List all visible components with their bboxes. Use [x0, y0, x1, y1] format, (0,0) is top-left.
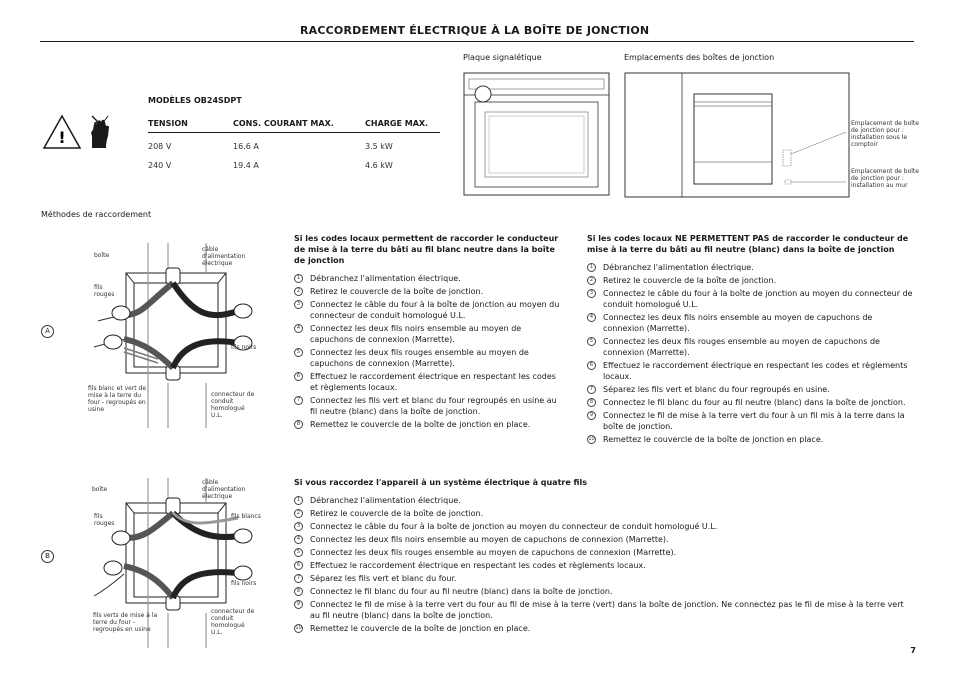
step-item	[294, 560, 914, 571]
spec-header-row	[148, 115, 440, 133]
section-four-wire-steps	[294, 495, 914, 634]
step-text: Connectez les fils vert et blanc du four regroupés en usine au fil neutre (blanc) dans la boîte de jonction.	[310, 396, 557, 416]
step-item	[294, 419, 564, 430]
table-cell: 208 V	[148, 142, 172, 151]
step-number-icon: 5	[587, 337, 596, 346]
step-number-icon: 10	[588, 436, 595, 442]
step-text: Connectez le fil blanc du four au fil neutre (blanc) dans la boîte de jonction.	[603, 398, 906, 407]
step-number-icon: 1	[294, 274, 303, 283]
table-row	[148, 156, 440, 175]
step-text: Connectez les deux fils rouges ensemble au moyen de capuchons de connexion (Marrette).	[310, 548, 677, 557]
step-text: Séparez les fils vert et blanc du four regroupés en usine.	[603, 385, 830, 394]
diagram-a-red-wires-label: fils rouges	[94, 284, 115, 298]
step-text: Connectez les deux fils rouges ensemble au moyen de capuchons de connexion (Marrette).	[603, 337, 880, 357]
table-cell: 16.6 A	[233, 142, 259, 151]
section-permit-steps	[294, 273, 564, 430]
step-number-icon: 10	[295, 625, 302, 631]
header-rule	[40, 41, 914, 42]
methods-label: Méthodes de raccordement	[41, 210, 152, 219]
step-item	[294, 371, 564, 393]
step-item	[294, 573, 914, 584]
step-item	[587, 262, 915, 273]
step-number-icon: 5	[294, 548, 303, 557]
section-four-wire-heading: Si vous raccordez l'appareil à un système électrique à quatre fils	[294, 478, 587, 487]
diagram-b-cable-label: câble d'alimentation électrique	[202, 479, 246, 500]
step-text: Séparez les fils vert et blanc du four.	[310, 574, 457, 583]
junction-under-counter-label: Emplacement de boîte de jonction pour : installation sous le comptoir	[851, 120, 919, 148]
step-text: Connectez le câble du four à la boîte de jonction au moyen du connecteur de conduit homologué U.L.	[310, 300, 560, 320]
section-permit-heading: Si les codes locaux permettent de raccorder le conducteur de mise à la terre du bâti au fil blanc neutre dans la boîte de jonction	[294, 234, 559, 265]
step-text: Débranchez l'alimentation électrique.	[310, 496, 461, 505]
step-text: Connectez le câble du four à la boîte de jonction au moyen du connecteur de conduit homologué U.L.	[603, 289, 913, 309]
step-number-icon: 4	[294, 324, 303, 333]
step-text: Retirez le couvercle de la boîte de jonction.	[310, 509, 484, 518]
step-item	[587, 288, 915, 310]
step-number-icon: 8	[294, 420, 303, 429]
step-number-icon: 7	[294, 574, 303, 583]
section-permit	[294, 233, 564, 432]
step-text: Effectuez le raccordement électrique en respectant les codes et règlements locaux.	[310, 561, 646, 570]
step-item	[587, 312, 915, 334]
table-row	[148, 133, 440, 157]
col-tension: TENSION	[148, 115, 233, 133]
step-text: Connectez les deux fils noirs ensemble au moyen de capuchons de connexion (Marrette).	[603, 313, 873, 333]
table-cell: 240 V	[148, 161, 172, 170]
step-item	[587, 360, 915, 382]
step-number-icon: 2	[294, 287, 303, 296]
table-cell: 19.4 A	[233, 161, 259, 170]
step-item	[294, 395, 564, 417]
diagram-b-green-wires-label: fils verts de mise à la terre du four - regroupés en usine	[93, 612, 158, 633]
col-current: CONS. COURANT MAX.	[233, 115, 365, 133]
section-four-wire	[294, 477, 914, 636]
step-number-icon: 7	[294, 396, 303, 405]
warning-icons	[42, 112, 116, 152]
diagram-b-marker: B	[41, 550, 54, 563]
step-number-icon: 6	[294, 561, 303, 570]
diagram-a-box-label: boîte	[94, 252, 110, 259]
spec-table-block	[148, 96, 440, 175]
step-text: Connectez le fil de mise à la terre vert du four au fil de mise à la terre (vert) dans la boîte de jonction. Ne connectez pas le fil de mise à la terre vert au fil neutre (blanc) dans la boîte de jonction.	[310, 600, 904, 620]
junction-locations-label: Emplacements des boîtes de jonction	[624, 53, 775, 62]
svg-text:!: !	[58, 128, 66, 147]
diagram-b-white-wires-label: fils blancs	[231, 513, 261, 520]
step-text: Connectez les deux fils noirs ensemble au moyen de capuchons de connexion (Marrette).	[310, 535, 669, 544]
table-cell: 3.5 kW	[365, 142, 393, 151]
step-item	[294, 623, 914, 634]
step-text: Effectuez le raccordement électrique en respectant les codes et règlements locaux.	[310, 372, 556, 392]
diagram-b-connector-label: connecteur de conduit homologué U.L.	[211, 608, 255, 636]
step-number-icon: 3	[294, 300, 303, 309]
step-number-icon: 8	[587, 398, 596, 407]
col-load: CHARGE MAX.	[365, 115, 440, 133]
step-number-icon: 9	[294, 600, 303, 609]
step-item	[587, 384, 915, 395]
step-number-icon: 2	[294, 509, 303, 518]
step-item	[587, 397, 915, 408]
diagram-a-white-green-label: fils blanc et vert de mise à la terre du four - regroupés en usine	[88, 385, 147, 413]
step-number-icon: 7	[587, 385, 596, 394]
junction-locations-figure	[624, 72, 850, 198]
step-text: Remettez le couvercle de la boîte de jonction en place.	[310, 624, 531, 633]
step-item	[294, 508, 914, 519]
junction-in-wall-label: Emplacement de boîte de jonction pour : installation au mur	[851, 168, 919, 189]
page-title: RACCORDEMENT ÉLECTRIQUE À LA BOÎTE DE JONCTION	[300, 24, 650, 37]
step-number-icon: 1	[294, 496, 303, 505]
step-number-icon: 6	[294, 372, 303, 381]
diagram-b-black-wires-label: fils noirs	[231, 580, 257, 587]
step-text: Remettez le couvercle de la boîte de jonction en place.	[603, 435, 824, 444]
diagram-a-connector-label: connecteur de conduit homologué U.L.	[211, 391, 255, 419]
oven-nameplate-figure	[463, 72, 611, 198]
step-item	[294, 286, 564, 297]
page-number: 7	[910, 646, 916, 655]
step-text: Connectez les deux fils rouges ensemble au moyen de capuchons de connexion (Marrette).	[310, 348, 529, 368]
section-not-permit-steps	[587, 262, 915, 445]
step-text: Connectez les deux fils noirs ensemble au moyen de capuchons de connexion (Marrette).	[310, 324, 522, 344]
model-label: MODÈLES OB24SDPT	[148, 96, 242, 105]
step-number-icon: 9	[587, 411, 596, 420]
diagram-a-cable-label: câble d'alimentation électrique	[202, 246, 246, 267]
step-text: Connectez le câble du four à la boîte de jonction au moyen du connecteur de conduit homologué U.L.	[310, 522, 718, 531]
step-number-icon: 8	[294, 587, 303, 596]
step-number-icon: 3	[294, 522, 303, 531]
step-number-icon: 5	[294, 348, 303, 357]
step-number-icon: 2	[587, 276, 596, 285]
step-number-icon: 4	[294, 535, 303, 544]
step-text: Débranchez l'alimentation électrique.	[603, 263, 754, 272]
diagram-a-black-wires-label: fils noirs	[231, 344, 257, 351]
step-text: Connectez le fil de mise à la terre vert du four à un fil mis à la terre dans la boîte de jonction.	[603, 411, 905, 431]
step-item	[294, 547, 914, 558]
diagram-a-marker: A	[41, 325, 54, 338]
step-item	[294, 599, 914, 621]
step-text: Retirez le couvercle de la boîte de jonction.	[603, 276, 777, 285]
section-not-permit	[587, 233, 915, 447]
diagram-b-box-label: boîte	[92, 486, 108, 493]
step-text: Débranchez l'alimentation électrique.	[310, 274, 461, 283]
step-item	[587, 434, 915, 445]
step-item	[587, 410, 915, 432]
step-item	[587, 336, 915, 358]
step-item	[294, 586, 914, 597]
step-item	[294, 273, 564, 284]
section-not-permit-heading: Si les codes locaux NE PERMETTENT PAS de raccorder le conducteur de mise à la terre du bâti au fil neutre (blanc) dans la boîte de jonction	[587, 234, 909, 254]
step-item	[294, 495, 914, 506]
step-item	[294, 299, 564, 321]
electric-shock-hand-icon	[91, 116, 109, 148]
step-number-icon: 1	[587, 263, 596, 272]
step-item	[587, 275, 915, 286]
step-text: Retirez le couvercle de la boîte de jonction.	[310, 287, 484, 296]
step-text: Connectez le fil blanc du four au fil neutre (blanc) dans la boîte de jonction.	[310, 587, 613, 596]
step-item	[294, 521, 914, 532]
step-number-icon: 3	[587, 289, 596, 298]
step-number-icon: 6	[587, 361, 596, 370]
step-number-icon: 4	[587, 313, 596, 322]
nameplate-label: Plaque signalétique	[463, 53, 542, 62]
step-item	[294, 347, 564, 369]
step-item	[294, 323, 564, 345]
step-item	[294, 534, 914, 545]
spec-table	[148, 115, 440, 175]
diagram-b-red-wires-label: fils rouges	[94, 513, 115, 527]
step-text: Remettez le couvercle de la boîte de jonction en place.	[310, 420, 531, 429]
step-text: Effectuez le raccordement électrique en respectant les codes et règlements locaux.	[603, 361, 908, 381]
table-cell: 4.6 kW	[365, 161, 393, 170]
